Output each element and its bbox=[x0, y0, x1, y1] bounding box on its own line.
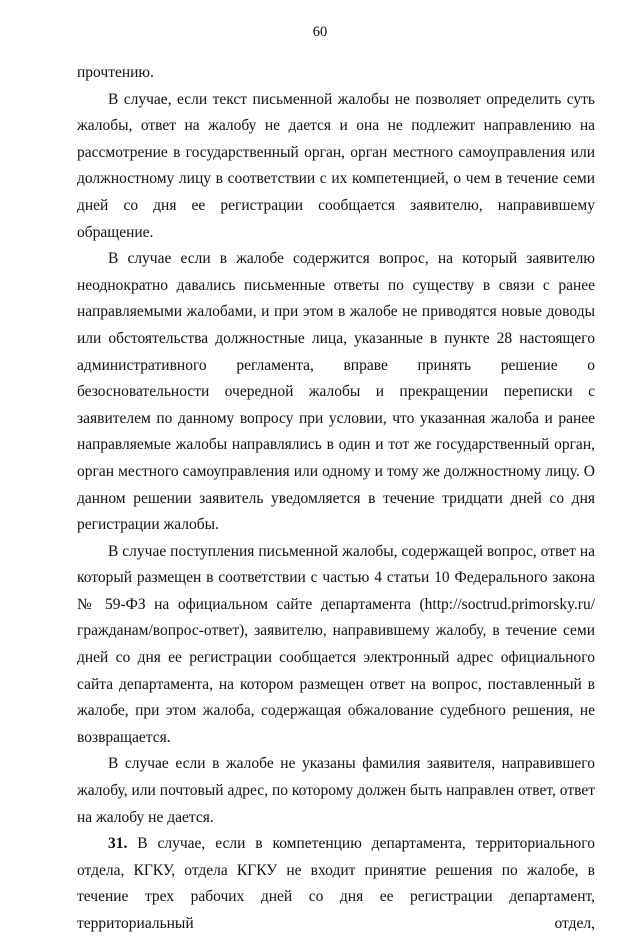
clause-31-text: В случае, если в компетенцию департамента, территориального отдела, КГКУ, отдела КГКУ не входит принятие решения по жалобе, в течение трех рабочих дней со дня ее регистрации департамент, территориальный отдел, bbox=[77, 835, 596, 932]
paragraph-clause-31 bbox=[77, 831, 595, 937]
page-number: 60 bbox=[312, 24, 328, 40]
paragraph-continuation: прочтению. bbox=[77, 64, 154, 81]
paragraph-published-answer: В случае поступления письменной жалобы, содержащей вопрос, ответ на который размещен в соответствии с частью 4 статьи 10 Федерального закона № 59-ФЗ на официальном сайте департамента (http://soctrud.primorsky.ru/ гражданам/вопрос-ответ), заявителю, направившему жалобу, в течение семи дней со дня ее регистрации сообщается электронный адрес официального сайта департамента, на котором размещен ответ на вопрос, поставленный в жалобе, при этом жалоба, содержащая обжалование судебного решения, не возвращается. bbox=[77, 542, 595, 746]
document-body bbox=[77, 60, 595, 938]
paragraph-repeated-question: В случае если в жалобе содержится вопрос, на который заявителю неоднократно давались письменные ответы по существу в связи с ранее направляемыми жалобами, и при этом в жалобе не приводятся новые доводы или обстоятельства должностные лица, указанные в пункте 28 настоящего административного регламента, вправе принять решение о безосновательности очередной жалобы и прекращении переписки с заявителем по данному вопросу при условии, что указанная жалоба и ранее направляемые жалобы направлялись в один и тот же государственный орган, орган местного самоуправления или одному и тому же должностному лицу. О данном решении заявитель уведомляется в течение тридцати дней со дня регистрации жалобы. bbox=[77, 250, 595, 534]
clause-number: 31. bbox=[108, 835, 128, 853]
paragraph-missing-address: В случае если в жалобе не указаны фамилия заявителя, направившего жалобу, или почтовый адрес, по которому должен быть направлен ответ, ответ на жалобу не дается. bbox=[77, 755, 595, 826]
paragraph-unreadable-complaint: В случае, если текст письменной жалобы не позволяет определить суть жалобы, ответ на жалобу не дается и она не подлежит направлению на рассмотрение в государственный орган, орган местного самоуправления или должностному лицу в соответствии с их компетенцией, о чем в течение семи дней со дня ее регистрации сообщается заявителю, направившему обращение. bbox=[77, 90, 595, 241]
